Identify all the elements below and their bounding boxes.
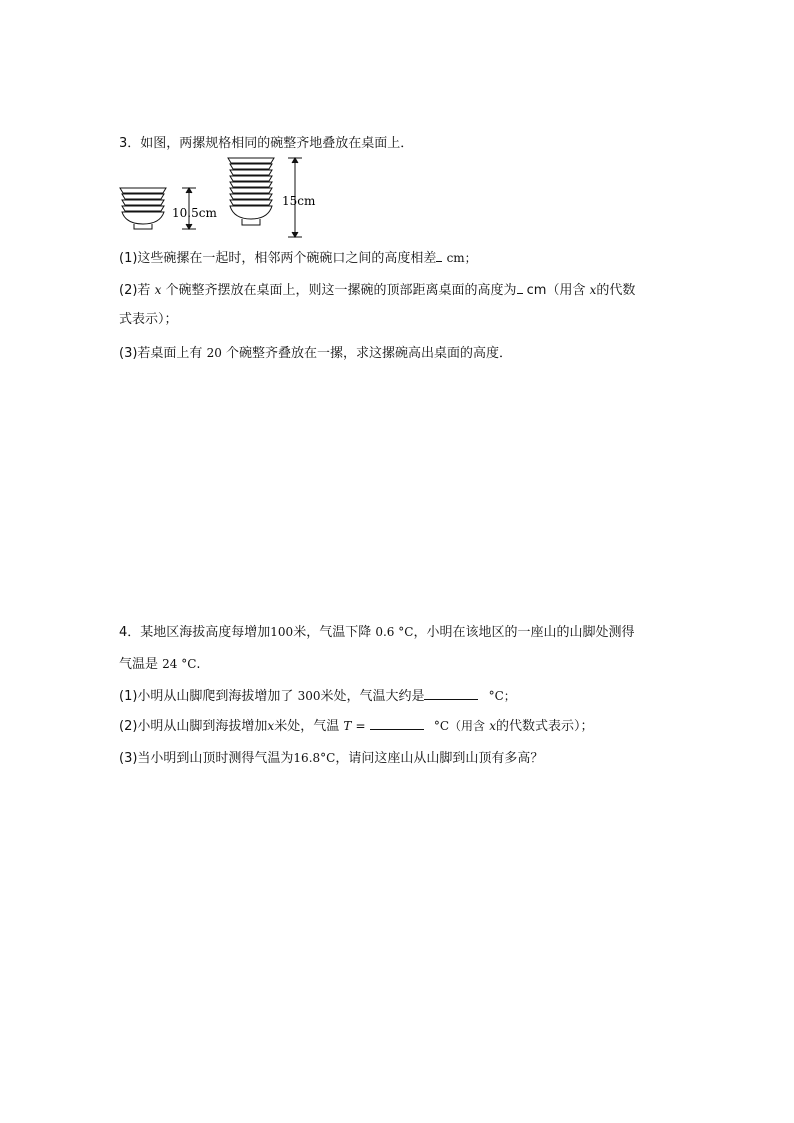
q3-part3: (3)若桌面上有 20 个碗整齐叠放在一摞，求这摞碗高出桌面的高度． bbox=[119, 346, 512, 361]
answer-blank[interactable] bbox=[517, 281, 523, 294]
q4-part1: (1)小明从山脚爬到海拔增加了 300米处，气温大约是 °C； bbox=[119, 689, 516, 704]
right-height-label: 15cm bbox=[282, 194, 316, 208]
q4-part3: (3)当小明到山顶时测得气温为16.8°C，请问这座山从山脚到山顶有多高？ bbox=[119, 751, 544, 766]
left-bowl-stack bbox=[120, 188, 166, 229]
answer-blank[interactable] bbox=[424, 687, 478, 700]
q3-part2-cont: 式表示）； bbox=[119, 312, 178, 327]
q4-part2: (2)小明从山脚到海拔增加x米处，气温 T = °C（用含 x的代数式表示）； bbox=[119, 719, 594, 734]
q3-part2: (2)若 x 个碗整齐摆放在桌面上，则这一摞碗的顶部距离桌面的高度为 cm（用含 x的代数 bbox=[119, 283, 636, 298]
right-bowl-stack bbox=[228, 158, 274, 225]
q3-part1: (1)这些碗摞在一起时，相邻两个碗碗口之间的高度相差 cm； bbox=[119, 251, 477, 266]
q4-line1: 4．某地区海拔高度每增加100米，气温下降 0.6 °C，小明在该地区的一座山的山脚处测得 bbox=[119, 625, 635, 640]
answer-blank[interactable] bbox=[436, 249, 442, 262]
answer-blank[interactable] bbox=[370, 717, 424, 730]
q3-title: 3．如图，两摞规格相同的碗整齐地叠放在桌面上． bbox=[119, 136, 414, 151]
bowls-figure bbox=[116, 155, 326, 245]
q4-line2: 气温是 24 °C. bbox=[119, 657, 201, 672]
left-height-label: 10.5cm bbox=[172, 206, 217, 220]
